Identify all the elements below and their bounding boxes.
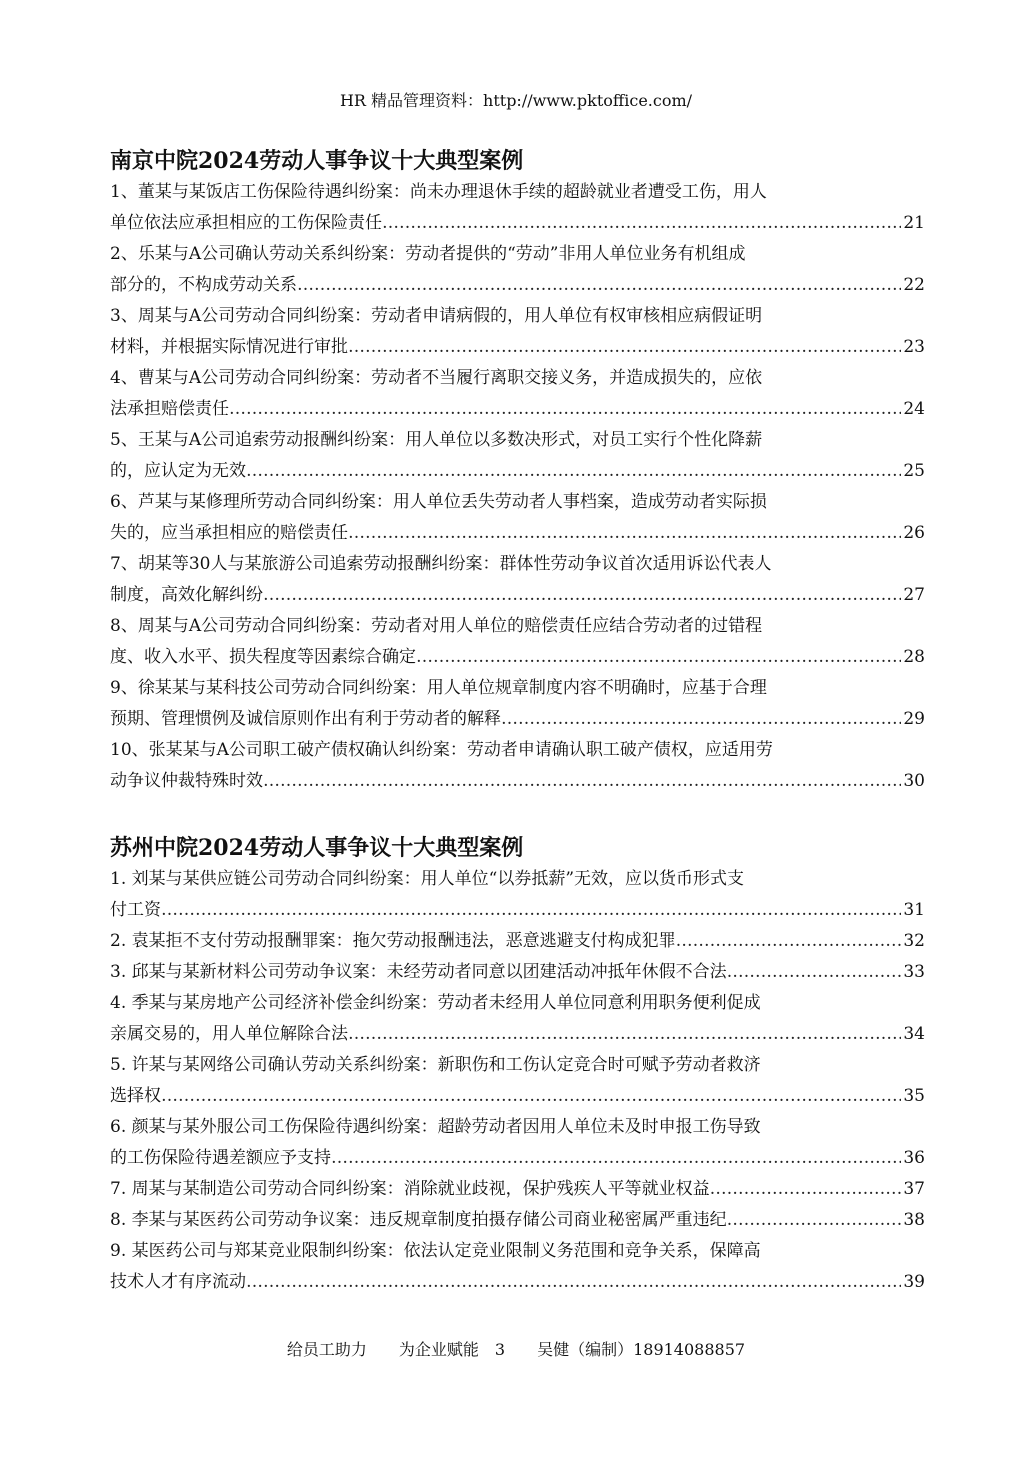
- dot-leader: [246, 1267, 901, 1298]
- dot-leader: [710, 1174, 902, 1205]
- toc-entry-leader-line: [110, 1143, 925, 1174]
- dot-leader: [416, 642, 901, 673]
- toc-entry[interactable]: [110, 425, 925, 487]
- toc-entry-leader-line: [110, 1081, 925, 1112]
- toc-entry[interactable]: [110, 611, 925, 673]
- toc-entry-title-tail: 部分的，不构成劳动关系: [110, 275, 297, 295]
- toc-entry-title-tail: 失的，应当承担相应的赔偿责任: [110, 523, 348, 543]
- dot-leader: [348, 332, 901, 363]
- toc-entry[interactable]: [110, 1236, 925, 1298]
- dot-leader: [382, 208, 901, 239]
- toc-entry-leader-line: [110, 332, 925, 363]
- toc-entry-title-tail: 2. 袁某拒不支付劳动报酬罪案：拖欠劳动报酬违法，恶意逃避支付构成犯罪: [110, 931, 676, 951]
- dot-leader: [263, 766, 901, 797]
- toc-entry-title-tail: 动争议仲裁特殊时效: [110, 771, 263, 791]
- toc-entry-leader-line: [110, 394, 925, 425]
- page-number: 32: [903, 931, 925, 951]
- toc-entry-title-line: 6. 颜某与某外服公司工伤保险待遇纠纷案：超龄劳动者因用人单位未及时申报工伤导致: [110, 1117, 761, 1137]
- toc-entry[interactable]: [110, 957, 925, 988]
- toc-entry[interactable]: [110, 1205, 925, 1236]
- dot-leader: [501, 704, 901, 735]
- toc-entry-leader-line: [110, 1019, 925, 1050]
- toc-entries: [110, 864, 925, 1298]
- toc-entry[interactable]: [110, 1174, 925, 1205]
- toc-entry-leader-line: [110, 580, 925, 611]
- dot-leader: [161, 895, 901, 926]
- toc-entry-title-tail: 法承担赔偿责任: [110, 399, 229, 419]
- toc-entry-title-line: 3、周某与A公司劳动合同纠纷案：劳动者申请病假的，用人单位有权审核相应病假证明: [110, 306, 763, 326]
- page-number: 24: [903, 399, 925, 419]
- page-number: 29: [903, 709, 925, 729]
- dot-leader: [263, 580, 901, 611]
- toc-entry-leader-line: [110, 704, 925, 735]
- dot-leader: [297, 270, 901, 301]
- toc-entry[interactable]: [110, 301, 925, 363]
- toc-entry-title-tail: 单位依法应承担相应的工伤保险责任: [110, 213, 382, 233]
- toc-entry-leader-line: [110, 926, 925, 957]
- toc-entry-leader-line: [110, 895, 925, 926]
- page-number: 30: [903, 771, 925, 791]
- toc-entry-title-line: 8、周某与A公司劳动合同纠纷案：劳动者对用人单位的赔偿责任应结合劳动者的过错程: [110, 616, 763, 636]
- dot-leader: [246, 456, 901, 487]
- section-title: 南京中院2024劳动人事争议十大典型案例: [110, 148, 524, 174]
- toc-entry[interactable]: [110, 363, 925, 425]
- toc-entry-leader-line: [110, 1174, 925, 1205]
- toc-entry-title-line: 9、徐某某与某科技公司劳动合同纠纷案：用人单位规章制度内容不明确时，应基于合理: [110, 678, 767, 698]
- toc-entry-title-line: 1. 刘某与某供应链公司劳动合同纠纷案：用人单位“以券抵薪”无效，应以货币形式支: [110, 869, 745, 889]
- toc-entry-leader-line: [110, 208, 925, 239]
- toc-entry-title-line: 9. 某医药公司与郑某竞业限制纠纷案：依法认定竞业限制义务范围和竞争关系，保障高: [110, 1241, 761, 1261]
- dot-leader: [727, 1205, 902, 1236]
- page-number: 37: [903, 1179, 925, 1199]
- page-number: 23: [903, 337, 925, 357]
- dot-leader: [727, 957, 902, 988]
- toc-entry-title-tail: 7. 周某与某制造公司劳动合同纠纷案：消除就业歧视，保护残疾人平等就业权益: [110, 1179, 710, 1199]
- page-number: 31: [903, 900, 925, 920]
- toc-entry-title-tail: 8. 李某与某医药公司劳动争议案：违反规章制度拍摄存储公司商业秘密属严重违纪: [110, 1210, 727, 1230]
- toc-entry-leader-line: [110, 270, 925, 301]
- toc-entry-title-line: 5. 许某与某网络公司确认劳动关系纠纷案：新职伤和工伤认定竞合时可赋予劳动者救济: [110, 1055, 761, 1075]
- toc-entry-title-tail: 付工资: [110, 900, 161, 920]
- page-number: 39: [903, 1272, 925, 1292]
- toc-entry[interactable]: [110, 988, 925, 1050]
- toc-entry-leader-line: [110, 957, 925, 988]
- toc-entry-title-line: 10、张某某与A公司职工破产债权确认纠纷案：劳动者申请确认职工破产债权，应适用劳: [110, 740, 773, 760]
- toc-section-nanjing: [110, 145, 925, 797]
- toc-entry-title-tail: 3. 邱某与某新材料公司劳动争议案：未经劳动者同意以团建活动冲抵年休假不合法: [110, 962, 727, 982]
- toc-entry[interactable]: [110, 673, 925, 735]
- toc-entry-title-line: 7、胡某等30人与某旅游公司追索劳动报酬纠纷案：群体性劳动争议首次适用诉讼代表人: [110, 554, 772, 574]
- toc-entry-title-line: 6、芦某与某修理所劳动合同纠纷案：用人单位丢失劳动者人事档案，造成劳动者实际损: [110, 492, 767, 512]
- page-number: 33: [903, 962, 925, 982]
- toc-section-suzhou: [110, 832, 925, 1298]
- toc-entry-title-tail: 度、收入水平、损失程度等因素综合确定: [110, 647, 416, 667]
- toc-entry-title-line: 4. 季某与某房地产公司经济补偿金纠纷案：劳动者未经用人单位同意利用职务便利促成: [110, 993, 761, 1013]
- toc-entry-title-tail: 亲属交易的，用人单位解除合法: [110, 1024, 348, 1044]
- page-number: 34: [903, 1024, 925, 1044]
- toc-entry[interactable]: [110, 487, 925, 549]
- toc-entry-leader-line: [110, 1205, 925, 1236]
- toc-entry-title-line: 5、王某与A公司追索劳动报酬纠纷案：用人单位以多数决形式，对员工实行个性化降薪: [110, 430, 763, 450]
- toc-entry-title-tail: 选择权: [110, 1086, 161, 1106]
- toc-entry-title-tail: 的，应认定为无效: [110, 461, 246, 481]
- page-header: HR 精品管理资料：http://www.pktoffice.com/: [339, 91, 693, 110]
- toc-entry-title-tail: 技术人才有序流动: [110, 1272, 246, 1292]
- toc-entry-title-tail: 制度，高效化解纠纷: [110, 585, 263, 605]
- page-number: 21: [903, 213, 925, 233]
- dot-leader: [348, 1019, 901, 1050]
- dot-leader: [331, 1143, 901, 1174]
- toc-entry-title-line: 1、董某与某饭店工伤保险待遇纠纷案：尚未办理退休手续的超龄就业者遭受工伤，用人: [110, 182, 767, 202]
- toc-entry-leader-line: [110, 456, 925, 487]
- page-number: 36: [903, 1148, 925, 1168]
- toc-entry-title-line: 4、曹某与A公司劳动合同纠纷案：劳动者不当履行离职交接义务，并造成损失的，应依: [110, 368, 763, 388]
- toc-entries: [110, 177, 925, 797]
- toc-entry[interactable]: [110, 864, 925, 926]
- page-number: 22: [903, 275, 925, 295]
- toc-entry-leader-line: [110, 518, 925, 549]
- dot-leader: [161, 1081, 901, 1112]
- toc-entry[interactable]: [110, 1050, 925, 1112]
- page-number: 28: [903, 647, 925, 667]
- page-number: 38: [903, 1210, 925, 1230]
- toc-entry-title-tail: 预期、管理惯例及诚信原则作出有利于劳动者的解释: [110, 709, 501, 729]
- toc-entry[interactable]: [110, 1112, 925, 1174]
- section-title: 苏州中院2024劳动人事争议十大典型案例: [110, 835, 524, 861]
- toc-entry-title-tail: 材料，并根据实际情况进行审批: [110, 337, 348, 357]
- page-number: 35: [903, 1086, 925, 1106]
- toc-entry-title-line: 2、乐某与A公司确认劳动关系纠纷案：劳动者提供的“劳动”非用人单位业务有机组成: [110, 244, 746, 264]
- toc-entry-leader-line: [110, 766, 925, 797]
- dot-leader: [348, 518, 901, 549]
- toc-entry[interactable]: [110, 926, 925, 957]
- toc-entry-leader-line: [110, 1267, 925, 1298]
- toc-entry[interactable]: [110, 239, 925, 301]
- toc-entry[interactable]: [110, 549, 925, 611]
- toc-entry[interactable]: [110, 735, 925, 797]
- page-number: 26: [903, 523, 925, 543]
- toc-entry-leader-line: [110, 642, 925, 673]
- toc-entry-title-tail: 的工伤保险待遇差额应予支持: [110, 1148, 331, 1168]
- page-number: 25: [903, 461, 925, 481]
- page-number: 27: [903, 585, 925, 605]
- page-footer: 给员工助力 为企业赋能 3 吴健（编制）18914088857: [286, 1340, 746, 1359]
- toc-entry[interactable]: [110, 177, 925, 239]
- dot-leader: [229, 394, 901, 425]
- dot-leader: [676, 926, 902, 957]
